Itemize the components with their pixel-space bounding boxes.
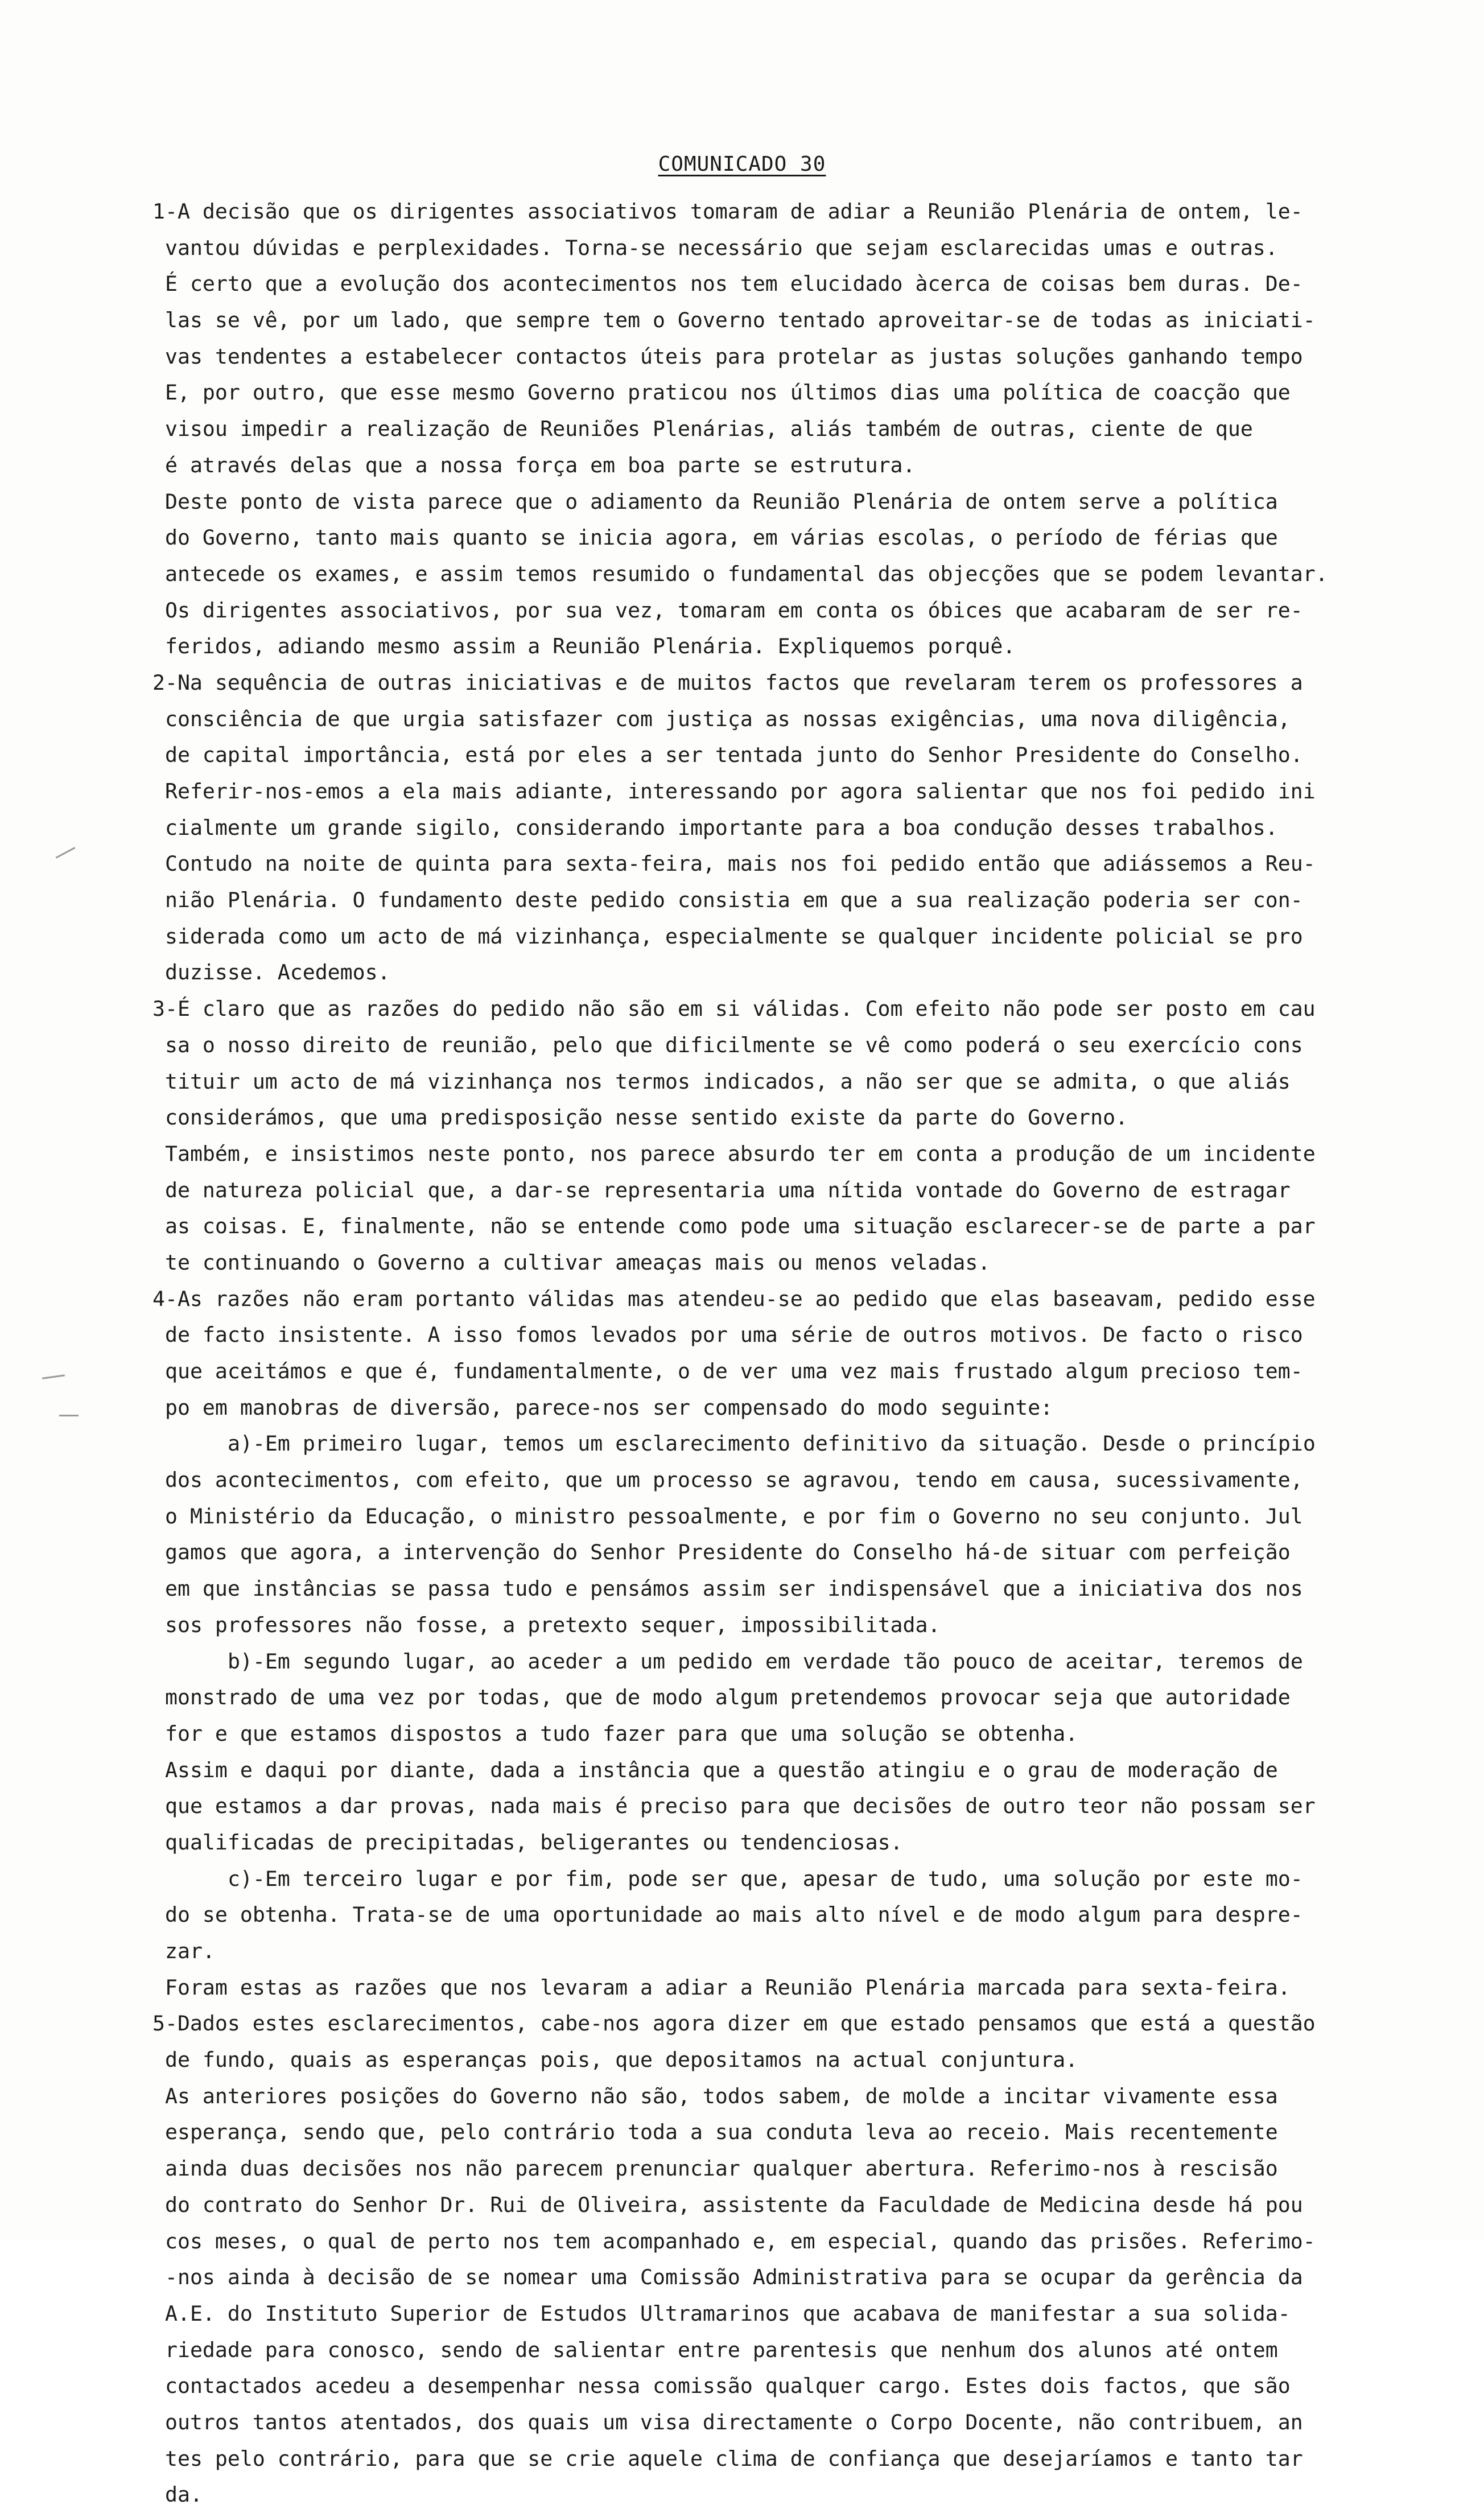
text-line: esperança, sendo que, pelo contrário toda a sua conduta leva ao receio. Mais recentemente (165, 2120, 1278, 2145)
text-line: a)-Em primeiro lugar, temos um esclarecimento definitivo da situação. Desde o princípio (228, 1431, 1316, 1456)
document-body (152, 193, 1365, 2513)
text-line: de capital importância, está por eles a ser tentada junto do Senhor Presidente do Conselho. (165, 743, 1303, 768)
text-line: vantou dúvidas e perplexidades. Torna-se necessário que sejam esclarecidas umas e outras. (165, 235, 1278, 260)
text-line: que estamos a dar provas, nada mais é preciso para que decisões de outro teor não possam ser (165, 1794, 1316, 1819)
text-line: dos acontecimentos, com efeito, que um processo se agravou, tendo em causa, sucessivamente, (165, 1468, 1303, 1493)
text-line: tituir um acto de má vizinhança nos termos indicados, a não ser que se admita, o que aliás (165, 1069, 1291, 1094)
text-line: é através delas que a nossa força em boa parte se estrutura. (165, 452, 916, 477)
text-line: -nos ainda à decisão de se nomear uma Comissão Administrativa para se ocupar da gerência da (165, 2265, 1303, 2290)
document-title: COMUNICADO 30 (658, 153, 826, 176)
text-line: do Governo, tanto mais quanto se inicia agora, em várias escolas, o período de férias que (165, 525, 1278, 550)
text-line: contactados acedeu a desempenhar nessa comissão qualquer cargo. Estes dois factos, que são (165, 2374, 1291, 2399)
text-line: outros tantos atentados, dos quais um visa directamente o Corpo Docente, não contribuem, an (165, 2409, 1303, 2434)
text-line: de natureza policial que, a dar-se representaria uma nítida vontade do Governo de estragar (165, 1177, 1291, 1202)
text-line: visou impedir a realização de Reuniões Plenárias, aliás também de outras, ciente de que (165, 417, 1253, 442)
text-line: las se vê, por um lado, que sempre tem o Governo tentado aproveitar-se de todas as iniciati- (165, 308, 1316, 333)
text-line: duzisse. Acedemos. (165, 960, 390, 985)
margin-mark (42, 1374, 65, 1379)
text-line: as coisas. E, finalmente, não se entende como pode uma situação esclarecer-se de parte a par (165, 1214, 1316, 1239)
text-line: de fundo, quais as esperanças pois, que depositamos na actual conjuntura. (165, 2048, 1078, 2073)
text-line: cialmente um grande sigilo, considerando importante para a boa condução desses trabalhos. (165, 815, 1278, 840)
text-line: for e que estamos dispostos a tudo fazer para que uma solução se obtenha. (165, 1721, 1078, 1746)
text-line: As anteriores posições do Governo não são, todos sabem, de molde a incitar vivamente essa (165, 2083, 1278, 2108)
text-line: tes pelo contrário, para que se crie aquele clima de confiança que desejaríamos e tanto tar (165, 2446, 1303, 2471)
text-line: que aceitámos e que é, fundamentalmente, o de ver uma vez mais frustado algum precioso tem- (165, 1359, 1303, 1383)
text-line: do contrato do Senhor Dr. Rui de Oliveira, assistente da Faculdade de Medicina desde há pou (165, 2192, 1303, 2217)
text-line: nião Plenária. O fundamento deste pedido consistia em que a sua realização poderia ser con- (165, 888, 1303, 913)
text-line: do se obtenha. Trata-se de uma oportunidade ao mais alto nível e de modo algum para despre- (165, 1902, 1303, 1927)
text-line: Referir-nos-emos a ela mais adiante, interessando por agora salientar que nos foi pedido ini (165, 779, 1316, 804)
text-line: de facto insistente. A isso fomos levados por uma série de outros motivos. De facto o risco (165, 1323, 1303, 1348)
text-line: É certo que a evolução dos acontecimentos nos tem elucidado àcerca de coisas bem duras. De- (165, 271, 1303, 296)
text-line: 5-Dados estes esclarecimentos, cabe-nos agora dizer em que estado pensamos que está a questão (152, 2011, 1316, 2036)
text-line: o Ministério da Educação, o ministro pessoalmente, e por fim o Governo no seu conjunto. Jul (165, 1503, 1303, 1529)
text-line: Os dirigentes associativos, por sua vez, tomaram em conta os óbices que acabaram de ser re- (165, 598, 1303, 623)
text-line: A.E. do Instituto Superior de Estudos Ultramarinos que acabava de manifestar a sua solida- (165, 2301, 1291, 2326)
text-line: 3-É claro que as razões do pedido não são em si válidas. Com efeito não pode ser posto em cau (152, 996, 1316, 1021)
text-line: Contudo na noite de quinta para sexta-feira, mais nos foi pedido então que adiássemos a Reu- (165, 851, 1316, 876)
margin-mark (56, 847, 76, 858)
text-line: Deste ponto de vista parece que o adiamento da Reunião Plenária de ontem serve a política (165, 489, 1278, 514)
text-line: 2-Na sequência de outras iniciativas e de muitos factos que revelaram terem os professores a (152, 670, 1303, 695)
text-line: antecede os exames, e assim temos resumido o fundamental das objecções que se podem levantar. (165, 561, 1328, 586)
text-line: sa o nosso direito de reunião, pelo que dificilmente se vê como poderá o seu exercício cons (165, 1032, 1303, 1057)
text-line: riedade para conosco, sendo de salientar entre parentesis que nenhum dos alunos até ontem (165, 2337, 1278, 2362)
text-line: considerámos, que uma predisposição nesse sentido existe da parte do Governo. (165, 1105, 1128, 1130)
margin-mark (59, 1415, 79, 1416)
text-line: te continuando o Governo a cultivar ameaças mais ou menos veladas. (165, 1250, 991, 1275)
text-line: ainda duas decisões nos não parecem prenunciar qualquer abertura. Referimo-nos à rescisão (165, 2156, 1278, 2181)
text-line: em que instâncias se passa tudo e pensámos assim ser indispensável que a iniciativa dos nos (165, 1576, 1303, 1601)
text-line: gamos que agora, a intervenção do Senhor Presidente do Conselho há-de situar com perfeição (165, 1540, 1291, 1565)
text-line: cos meses, o qual de perto nos tem acompanhado e, em especial, quando das prisões. Referimo- (165, 2228, 1316, 2254)
text-line: Foram estas as razões que nos levaram a adiar a Reunião Plenária marcada para sexta-feira. (165, 1975, 1291, 2000)
text-line: consciência de que urgia satisfazer com justiça as nossas exigências, uma nova diligência, (165, 706, 1291, 731)
text-line: 1-A decisão que os dirigentes associativos tomaram de adiar a Reunião Plenária de ontem, le- (152, 199, 1303, 224)
text-line: Também, e insistimos neste ponto, nos parece absurdo ter em conta a produção de um incidente (165, 1141, 1316, 1166)
text-line: qualificadas de precipitadas, beligerantes ou tendenciosas. (165, 1830, 903, 1855)
text-line: 4-As razões não eram portanto válidas mas atendeu-se ao pedido que elas baseavam, pedido esse (152, 1286, 1316, 1311)
text-line: b)-Em segundo lugar, ao aceder a um pedido em verdade tão pouco de aceitar, teremos de (228, 1649, 1303, 1674)
text-line: da. (165, 2482, 203, 2507)
text-line: monstrado de uma vez por todas, que de modo algum pretendemos provocar seja que autoridade (165, 1685, 1291, 1710)
text-line: po em manobras de diversão, parece-nos ser compensado do modo seguinte: (165, 1395, 1053, 1420)
text-line: vas tendentes a estabelecer contactos úteis para protelar as justas soluções ganhando tempo (165, 344, 1303, 369)
text-line: Assim e daqui por diante, dada a instância que a questão atingiu e o grau de moderação de (165, 1757, 1278, 1782)
text-line: E, por outro, que esse mesmo Governo praticou nos últimos dias uma política de coacção que (165, 380, 1291, 405)
text-line: feridos, adiando mesmo assim a Reunião Plenária. Expliquemos porquê. (165, 634, 1016, 659)
text-line: c)-Em terceiro lugar e por fim, pode ser que, apesar de tudo, uma solução por este mo- (228, 1866, 1303, 1891)
text-line: sos professores não fosse, a pretexto sequer, impossibilitada. (165, 1612, 941, 1637)
text-line: siderada como um acto de má vizinhança, especialmente se qualquer incidente policial se pro (165, 924, 1303, 949)
text-line: zar. (165, 1939, 215, 1963)
